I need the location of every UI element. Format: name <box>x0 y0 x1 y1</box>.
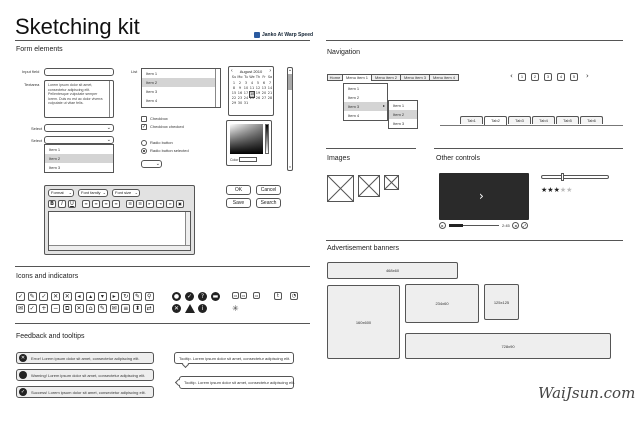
italic-button[interactable]: I <box>58 200 66 208</box>
tab-active[interactable]: Tab2 <box>484 116 507 125</box>
select-option[interactable]: Item 3 <box>49 165 61 170</box>
small-select[interactable] <box>141 160 162 168</box>
tooltip-pointer <box>182 361 189 368</box>
dropdown-item[interactable]: Item 4 <box>348 113 360 118</box>
chevron-down-icon: ⌄ <box>68 190 72 195</box>
bold-button[interactable]: B <box>48 200 56 208</box>
image-placeholder-small <box>384 175 399 190</box>
list-scrollbar[interactable] <box>215 69 220 107</box>
mail-icon[interactable]: ✉ <box>17 305 24 312</box>
arrow-down-icon[interactable]: ▾ <box>98 292 107 301</box>
menu-item[interactable]: Menu item 4 <box>429 74 459 81</box>
arrow-up-icon[interactable]: ▴ <box>86 292 95 301</box>
image-icon[interactable]: ▣ <box>176 200 184 208</box>
video-time: 2:45 <box>502 223 510 228</box>
calendar-date[interactable]: 30 <box>237 101 243 105</box>
banner-label: 728x90 <box>501 343 515 349</box>
check-icon: ✓ <box>142 124 147 130</box>
submenu <box>388 100 418 129</box>
calendar-date[interactable]: 3 <box>244 81 248 85</box>
tooltip-left-text: Tooltip. Lorem ipsum dolor sit amet, consectetur adipiscing elit. <box>184 380 296 385</box>
form-section-title: Form elements <box>16 46 63 53</box>
video-progress-fill <box>449 224 463 227</box>
play-button-icon[interactable]: ▸ <box>439 222 446 229</box>
close-icon[interactable]: ✕ <box>53 293 59 300</box>
check-icon[interactable]: ✓ <box>17 293 24 300</box>
star-rating[interactable] <box>541 186 572 194</box>
compose-icon[interactable]: ✎ <box>99 305 105 312</box>
list-item[interactable]: Item 3 <box>146 89 158 94</box>
calendar-date[interactable]: 19 <box>255 91 261 95</box>
calendar-date[interactable]: 29 <box>231 101 237 105</box>
error-icon: ✕ <box>20 355 26 361</box>
dropdown-menu <box>343 83 388 121</box>
pagination <box>518 73 584 82</box>
zoom-icon[interactable]: ⚲ <box>145 292 154 301</box>
calendar-date[interactable]: 1 <box>232 81 236 85</box>
play-arrow-icon[interactable]: › <box>479 189 484 203</box>
calendar <box>228 66 274 116</box>
ok-button[interactable]: OK <box>226 185 251 195</box>
confirm-icon[interactable]: ✓ <box>29 305 35 312</box>
dropdown-item[interactable]: Item 1 <box>348 86 360 91</box>
cancel-button[interactable]: Cancel <box>256 185 281 195</box>
star-empty-icon[interactable]: ★ <box>559 186 567 194</box>
delete-icon[interactable]: ✕ <box>76 305 82 312</box>
ads-section-title: Advertisement banners <box>327 245 399 252</box>
radio-button[interactable] <box>141 140 147 146</box>
color-picker <box>226 120 272 166</box>
banner-234x60[interactable] <box>405 284 479 323</box>
tab[interactable]: Tab4 <box>532 116 555 124</box>
window-close-icon[interactable]: ▭ <box>254 293 259 298</box>
calendar-weekday: We <box>249 75 255 79</box>
error-message <box>16 352 154 364</box>
image-placeholder-medium <box>358 175 380 197</box>
help-circle-icon[interactable]: ? <box>198 292 207 301</box>
calendar-date[interactable]: 7 <box>268 81 272 85</box>
minus-circle-icon[interactable]: ▬ <box>212 293 219 300</box>
color-slider[interactable] <box>265 124 269 154</box>
chevron-left-icon[interactable]: ‹ <box>231 68 233 74</box>
icon-grid <box>16 292 158 314</box>
justify-icon[interactable]: ≡ <box>112 200 120 208</box>
tooltip-top <box>174 352 294 364</box>
select-expanded[interactable] <box>44 136 114 144</box>
calendar-date-selected[interactable]: 18 <box>250 92 255 96</box>
icons-bottom-divider <box>15 323 310 324</box>
checkbox-checked[interactable] <box>141 124 147 130</box>
window-minimize-icon[interactable]: ▭ <box>233 293 238 298</box>
color-input[interactable] <box>239 157 257 162</box>
chevron-right-icon[interactable]: › <box>269 68 271 74</box>
submenu-item[interactable]: Item 1 <box>393 103 405 108</box>
select2-label: Select <box>31 138 43 143</box>
edit-icon[interactable]: ✎ <box>29 293 35 300</box>
chevron-right-icon: ▸ <box>382 103 385 108</box>
tooltip-left <box>179 376 294 389</box>
calendar-date[interactable]: 27 <box>261 96 267 100</box>
list-label: List <box>131 69 138 74</box>
menu-bar <box>327 74 471 83</box>
textarea-text: Lorem ipsum dolor sit amet, consectetur adipiscing elit. Pellentesque vulputate semper lorem. Duis eu est ac dolor viverra vulputate ut vitae felis. <box>48 83 103 106</box>
error-circle-icon[interactable]: ✕ <box>173 305 180 312</box>
page-number[interactable]: 2 <box>531 73 539 81</box>
checkbox-label: Checkbox <box>150 116 168 121</box>
calendar-weekday: Mo <box>237 75 243 79</box>
bullet-list-icon[interactable]: ☰ <box>126 200 134 208</box>
rich-text-editor <box>44 185 195 255</box>
banner-125x125[interactable] <box>484 284 519 320</box>
editor-hscroll[interactable] <box>49 245 190 250</box>
menu-item[interactable]: Menu item 1 <box>342 74 372 81</box>
tooltip-pointer <box>175 379 182 386</box>
video-player[interactable] <box>439 173 529 220</box>
calendar-date[interactable]: 8 <box>232 86 236 90</box>
vertical-scrollbar[interactable] <box>287 67 293 171</box>
numbered-list-icon[interactable]: ☰ <box>136 200 144 208</box>
chevron-down-icon: ⌄ <box>155 161 160 167</box>
checkbox-checked-label: Checkbox checked <box>150 124 184 129</box>
calendar-date[interactable]: 6 <box>262 81 266 85</box>
arrow-right-icon[interactable]: ▸ <box>110 292 119 301</box>
calendar-date[interactable]: 24 <box>243 96 249 100</box>
calendar-date[interactable]: 23 <box>237 96 243 100</box>
star-filled-icon[interactable]: ★ <box>541 186 548 194</box>
spinner-icon: ✳ <box>232 304 239 313</box>
watermark: WaiJsun.com <box>538 384 636 402</box>
editor-content-area[interactable] <box>48 211 191 251</box>
brand-icon <box>254 32 260 38</box>
tab[interactable]: Tab3 <box>508 116 531 124</box>
calendar-date[interactable]: 15 <box>231 91 237 95</box>
textarea-scrollbar[interactable] <box>109 81 113 117</box>
text-input[interactable] <box>44 68 114 76</box>
brand-name: Janko At Warp Speed <box>262 32 314 38</box>
banner-label: 160x600 <box>355 319 372 325</box>
banner-label: 468x60 <box>385 268 400 273</box>
calendar-date[interactable]: 26 <box>255 96 261 100</box>
calendar-weekday: Su <box>231 75 237 79</box>
outdent-icon[interactable]: ⇤ <box>146 200 154 208</box>
font-family-select[interactable] <box>78 189 108 197</box>
star-filled-icon[interactable]: ★ <box>547 186 554 194</box>
success-text: Success! Lorem ipsum dolor sit amet, consectetur adipiscing elit. <box>31 390 146 395</box>
page-number[interactable]: 4 <box>557 73 565 81</box>
calendar-date[interactable]: 20 <box>261 91 267 95</box>
banner-160x600[interactable] <box>327 285 400 359</box>
slider[interactable] <box>541 175 609 179</box>
calendar-date[interactable]: 25 <box>249 96 255 100</box>
calendar-grid <box>231 75 273 115</box>
calendar-date[interactable]: 22 <box>231 96 237 100</box>
calendar-date[interactable]: 13 <box>261 86 267 90</box>
page-number[interactable]: 1 <box>518 73 526 81</box>
slider-thumb[interactable] <box>561 173 564 181</box>
nav-divider <box>326 40 623 41</box>
input-label: Input field <box>22 69 40 74</box>
banner-label: 125x125 <box>493 299 510 305</box>
warning-icon <box>19 371 27 379</box>
calendar-weekday: Sa <box>267 75 273 79</box>
rss-icon[interactable]: ◔ <box>291 293 297 299</box>
scroll-down-arrow[interactable]: ▾ <box>289 165 291 169</box>
star-filled-icon[interactable]: ★ <box>553 186 560 194</box>
submenu-item-active[interactable]: Item 2 <box>389 110 417 119</box>
dropdown-item-active[interactable]: Item 3 <box>344 102 387 111</box>
select-option[interactable]: Item 1 <box>49 147 61 152</box>
save-button[interactable]: Save <box>226 198 251 208</box>
warning-message <box>16 369 154 381</box>
calendar-date[interactable]: 10 <box>243 86 249 90</box>
success-message <box>16 386 154 398</box>
select-option-selected[interactable]: Item 2 <box>45 154 113 163</box>
select-options <box>44 144 114 173</box>
calendar-date[interactable]: 9 <box>238 86 242 90</box>
add-icon[interactable]: + <box>41 305 47 312</box>
swap-icon[interactable]: ⇄ <box>146 305 152 312</box>
video-controls <box>439 222 529 230</box>
image-placeholder-large <box>327 175 354 202</box>
tab[interactable]: Tab6 <box>580 116 603 124</box>
twitter-icon[interactable]: t <box>274 292 282 300</box>
font-size-select[interactable] <box>112 189 140 197</box>
tab-baseline <box>440 125 623 126</box>
link-icon[interactable]: ∞ <box>166 200 174 208</box>
brand-logo <box>254 31 313 39</box>
calendar-date[interactable]: 28 <box>267 96 273 100</box>
calendar-date[interactable]: 4 <box>250 81 254 85</box>
tab[interactable]: Tab1 <box>460 116 483 124</box>
indent-icon[interactable]: ⇥ <box>156 200 164 208</box>
font-family-select-label: Font family <box>81 190 101 195</box>
menu-item[interactable]: Menu item 2 <box>371 74 401 81</box>
ads-divider <box>326 240 623 241</box>
scroll-up-arrow[interactable]: ▴ <box>289 68 291 72</box>
banner-label: 234x60 <box>435 301 449 306</box>
remove-icon[interactable]: ✕ <box>64 293 70 300</box>
calendar-weekday: Fr <box>262 75 266 79</box>
calendar-date[interactable]: 2 <box>238 81 242 85</box>
search-button[interactable]: Search <box>256 198 281 208</box>
header-divider <box>15 40 310 41</box>
color-field[interactable] <box>230 124 263 154</box>
scroll-thumb[interactable] <box>288 74 292 90</box>
chevron-down-icon: ⌄ <box>106 125 111 131</box>
window-restore-icon[interactable]: ▭ <box>241 293 246 298</box>
chevron-left-icon[interactable]: ‹ <box>510 72 513 80</box>
form-bottom-divider <box>15 266 310 267</box>
info-circle-icon[interactable]: i <box>198 304 207 313</box>
textarea-label: Textarea <box>24 82 40 87</box>
chevron-right-icon[interactable]: › <box>586 72 589 80</box>
calendar-weekday: Th <box>255 75 261 79</box>
radio-button-selected[interactable] <box>141 148 147 154</box>
textarea[interactable] <box>44 80 114 118</box>
calendar-date[interactable]: 5 <box>256 81 260 85</box>
list-item[interactable]: Item 4 <box>146 98 158 103</box>
banner-468x60[interactable] <box>327 262 458 279</box>
success-icon: ✓ <box>20 389 26 395</box>
volume-icon[interactable]: ◂ <box>512 222 519 229</box>
arrow-left-icon[interactable]: ◂ <box>75 292 84 301</box>
other-section-title: Other controls <box>436 155 480 162</box>
icons-section-title: Icons and indicators <box>16 273 79 280</box>
align-left-icon[interactable]: ≡ <box>82 200 90 208</box>
underline-button[interactable]: U <box>68 200 76 208</box>
submenu-item[interactable]: Item 3 <box>393 121 405 126</box>
calendar-title: August 2010 <box>239 69 263 74</box>
envelope-icon[interactable]: ✉ <box>111 305 117 312</box>
calendar-date[interactable]: 12 <box>255 86 261 90</box>
minus-icon[interactable]: − <box>53 305 59 312</box>
calendar-weekday: Tu <box>244 75 248 79</box>
refresh-icon[interactable]: ↻ <box>123 293 129 300</box>
calendar-date[interactable]: 11 <box>249 86 255 90</box>
editor-vscroll[interactable] <box>185 212 190 245</box>
chevron-down-icon: ⌄ <box>134 190 138 195</box>
checkbox[interactable] <box>141 116 147 122</box>
record-icon[interactable]: ● <box>173 293 180 300</box>
list-item[interactable]: Item 1 <box>146 71 158 76</box>
font-size-select-label: Font size <box>115 190 132 195</box>
tab[interactable]: Tab5 <box>556 116 579 124</box>
checkbox-icon[interactable]: ✓ <box>41 293 47 300</box>
copy-icon[interactable]: ⧉ <box>63 304 72 313</box>
menu-item-home[interactable]: Home <box>327 74 343 81</box>
page-number[interactable]: 5 <box>570 73 578 81</box>
menu-icon[interactable]: ≡ <box>123 305 129 312</box>
calendar-date[interactable]: 17 <box>243 91 249 95</box>
resize-icon[interactable]: ⬍ <box>134 305 141 312</box>
align-center-icon[interactable]: ≡ <box>92 200 100 208</box>
calendar-date[interactable]: 16 <box>237 91 243 95</box>
list-box[interactable] <box>141 68 221 108</box>
tab-bar <box>460 116 608 125</box>
navigation-section-title: Navigation <box>327 49 361 56</box>
page-number[interactable]: 3 <box>544 73 552 81</box>
images-divider <box>326 148 416 149</box>
list-item-selected[interactable]: Item 2 <box>142 78 215 87</box>
radio-label: Radio button <box>150 140 173 145</box>
calendar-date[interactable]: 14 <box>267 86 273 90</box>
other-divider <box>434 148 623 149</box>
align-right-icon[interactable]: ≡ <box>102 200 110 208</box>
chevron-down-icon: ⌄ <box>102 190 106 195</box>
calendar-date[interactable]: 31 <box>243 101 249 105</box>
check-circle-icon[interactable]: ✓ <box>186 293 193 300</box>
tooltip-top-text: Tooltip. Lorem ipsum dolor sit amet, consectetur adipiscing elit. <box>179 356 291 361</box>
star-empty-icon[interactable]: ★ <box>566 186 573 194</box>
warning-text: Warning! Lorem ipsum dolor sit amet, consectetur adipiscing elit. <box>31 373 146 378</box>
format-select[interactable] <box>48 189 74 197</box>
error-text: Error! Lorem ipsum dolor sit amet, consectetur adipiscing elit. <box>31 356 140 361</box>
calendar-date[interactable]: 21 <box>267 91 273 95</box>
color-label: Color <box>230 158 239 162</box>
feedback-section-title: Feedback and tooltips <box>16 333 85 340</box>
images-section-title: Images <box>327 155 350 162</box>
banner-728x90[interactable] <box>405 333 611 359</box>
format-select-label: Format <box>51 190 64 195</box>
warning-triangle-icon[interactable] <box>185 304 195 313</box>
home-icon[interactable]: ⌂ <box>86 304 95 313</box>
chevron-down-icon: ⌄ <box>106 137 111 143</box>
dropdown-item[interactable]: Item 2 <box>348 95 360 100</box>
select1-label: Select <box>31 126 43 131</box>
page-title: Sketching kit <box>15 14 140 39</box>
select-collapsed[interactable] <box>44 124 114 132</box>
pencil-icon[interactable]: ✎ <box>134 293 141 300</box>
radio-selected-label: Radio button selected <box>150 148 189 153</box>
menu-item[interactable]: Menu item 3 <box>400 74 430 81</box>
fullscreen-icon[interactable]: ⤢ <box>522 223 527 228</box>
